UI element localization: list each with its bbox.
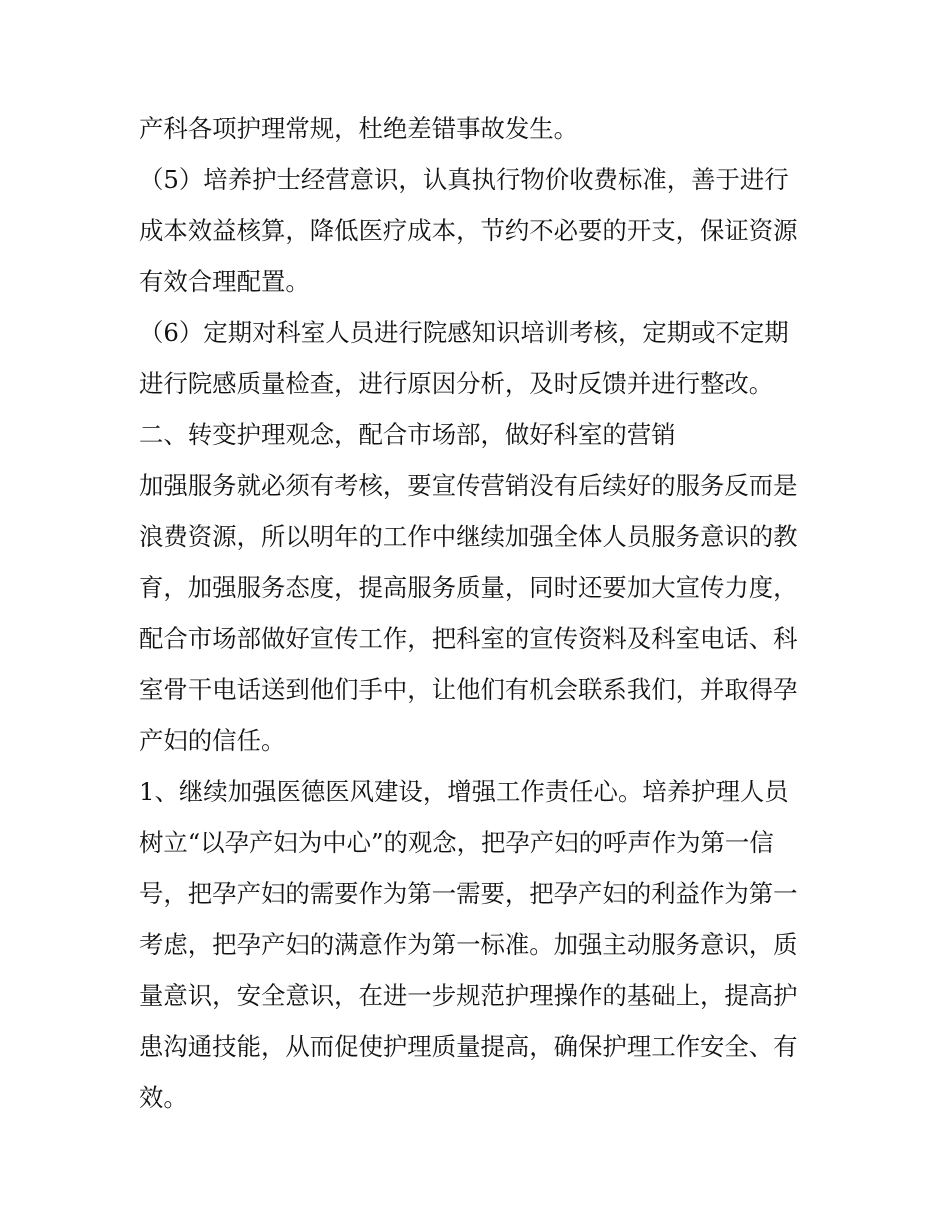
text-line: 产科各项护理常规，杜绝差错事故发生。 (139, 114, 579, 143)
text-line: （5）培养护士经营意识，认真执行物价收费标准，善于进行 (139, 165, 789, 194)
text-line: 效。 (139, 1083, 188, 1112)
text-line: 有效合理配置。 (139, 267, 310, 296)
text-line: 室骨干电话送到他们手中，让他们有机会联系我们，并取得孕 (139, 675, 798, 704)
text-line: 进行院感质量检查，进行原因分析，及时反馈并进行整改。 (139, 369, 774, 398)
text-line: 量意识，安全意识，在进一步规范护理操作的基础上，提高护 (139, 981, 798, 1010)
text-line: 浪费资源，所以明年的工作中继续加强全体人员服务意识的教 (139, 522, 798, 551)
text-line: 考虑，把孕产妇的满意作为第一标准。加强主动服务意识，质 (139, 930, 798, 959)
text-line: 加强服务就必须有考核，要宣传营销没有后续好的服务反而是 (139, 471, 798, 500)
text-line: 育，加强服务态度，提高服务质量，同时还要加大宣传力度， (139, 573, 798, 602)
text-line: 成本效益核算，降低医疗成本，节约不必要的开支，保证资源 (139, 216, 798, 245)
text-line: 号，把孕产妇的需要作为第一需要，把孕产妇的利益作为第一 (139, 879, 798, 908)
text-line: 产妇的信任。 (139, 726, 286, 755)
text-line: 配合市场部做好宣传工作，把科室的宣传资料及科室电话、科 (139, 624, 798, 653)
text-line: （6）定期对科室人员进行院感知识培训考核，定期或不定期 (139, 318, 789, 347)
text-line: 1、继续加强医德医风建设，增强工作责任心。培养护理人员 (139, 777, 789, 806)
text-line: 树立“以孕产妇为中心”的观念，把孕产妇的呼声作为第一信 (139, 828, 774, 857)
section-heading: 二、转变护理观念，配合市场部，做好科室的营销 (139, 420, 676, 449)
text-line: 患沟通技能，从而促使护理质量提高，确保护理工作安全、有 (139, 1032, 798, 1061)
